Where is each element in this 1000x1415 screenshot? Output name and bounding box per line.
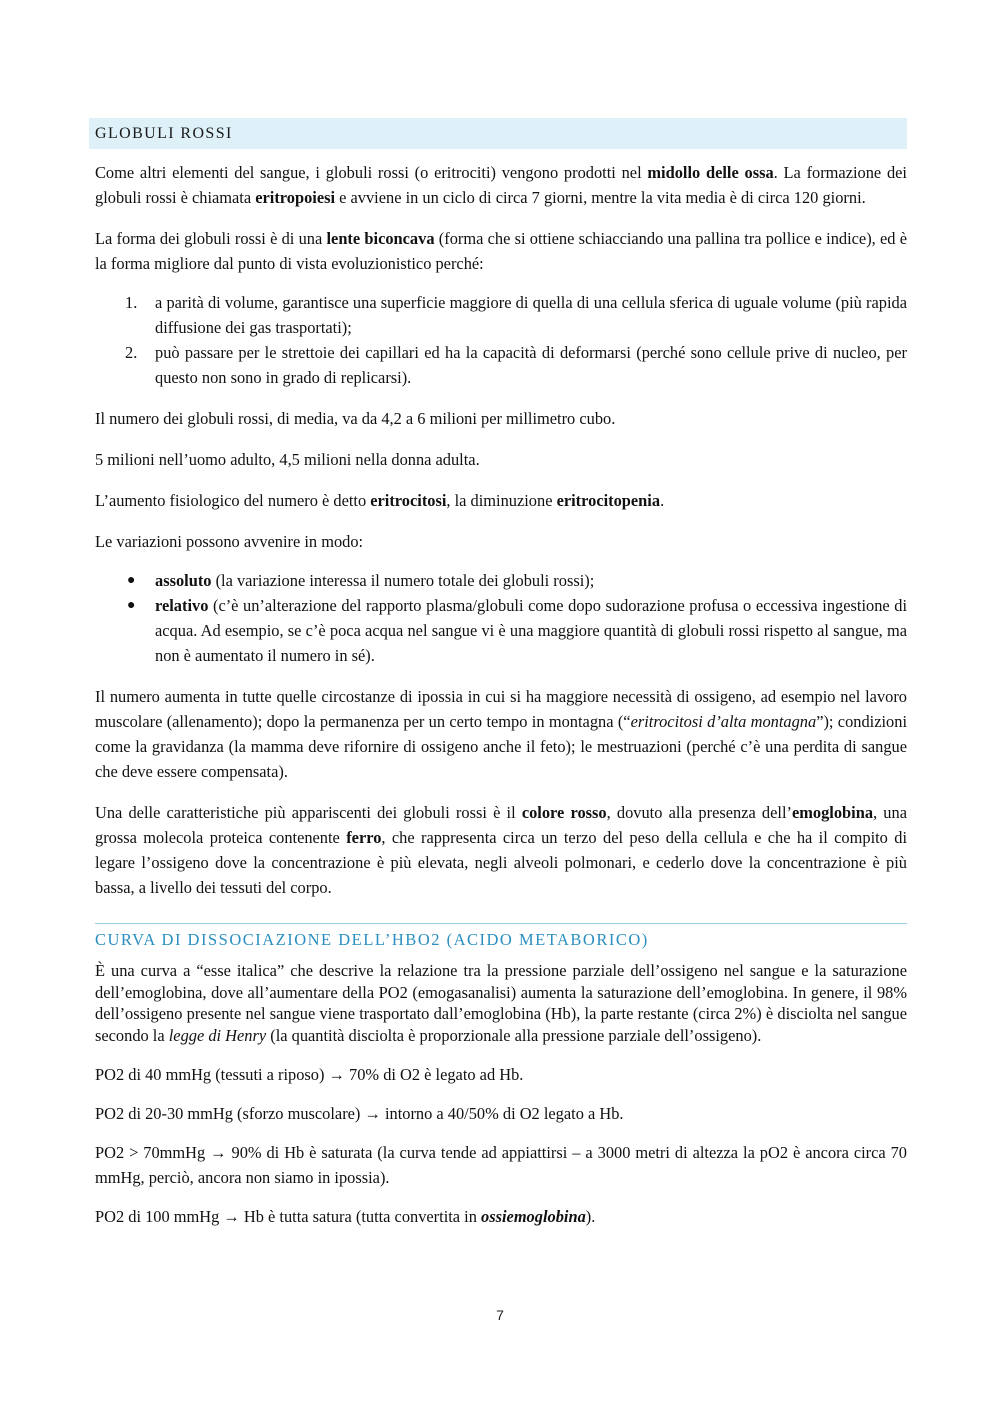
bold-term: midollo delle ossa (647, 163, 774, 182)
paragraph-curva: È una curva a “esse italica” che descrive la relazione tra la pressione parziale dell’ossigeno nel sangue e la saturazione dell’emoglobina, dove all’aumentare della PO2 (emogasanalisi) aumenta la saturazione dell’emoglobina. In genere, il 98% dell’ossigeno presente nel sangue viene trasportato dall’emoglobina (Hb), la parte restante (circa 2%) è disciolta nel sangue secondo la legge di Henry (la quantità disciolta è proporzionale alla pressione parziale dell’ossigeno). (95, 961, 907, 1045)
paragraph-emoglobina: Una delle caratteristiche più appariscenti dei globuli rossi è il colore rosso, dovuto alla presenza dell’emoglobina, una grossa molecola proteica contenente ferro, che rappresenta circa un terzo del peso della cellula e che ha il compito di legare l’ossigeno dove la concentrazione è più elevata, negli alveoli polmonari, e cederlo dove la concentrazione è più bassa, a livello dei tessuti del corpo. (95, 803, 907, 897)
bold-term: lente biconcava (326, 229, 435, 248)
numbered-list (95, 290, 907, 390)
list-number: 2. (125, 343, 138, 362)
section-heading-globuli-rossi: GLOBULI ROSSI (89, 118, 907, 149)
list-number: 1. (125, 293, 138, 312)
bullet-list (95, 568, 907, 668)
section-heading-curva: CURVA DI DISSOCIAZIONE DELL’HBO2 (ACIDO METABORICO) (95, 930, 649, 949)
bold-term: ferro (346, 828, 382, 847)
paragraph-eritrocitosi: L’aumento fisiologico del numero è detto eritrocitosi, la diminuzione eritrocitopenia. (95, 491, 665, 510)
page-number: 7 (496, 1307, 504, 1323)
bullet-icon: ● (127, 598, 136, 613)
bold-italic-term: ossiemoglobina (481, 1207, 586, 1226)
bullet-icon: ● (127, 573, 136, 588)
italic-term: legge di Henry (168, 1025, 267, 1045)
paragraph-eritropoiesi: Come altri elementi del sangue, i globuli rossi (o eritrociti) vengono prodotti nel midollo delle ossa. La formazione dei globuli rossi è chiamata eritropoiesi e avviene in un ciclo di circa 7 giorni, mentre la vita media è di circa 120 giorni. (95, 163, 907, 207)
bold-term: colore rosso (521, 803, 607, 822)
bold-term: eritrocitosi (370, 491, 447, 510)
paragraph-po2-100: PO2 di 100 mmHg → Hb è tutta satura (tutta convertita in ossiemoglobina). (95, 1207, 596, 1226)
italic-term: eritrocitosi d’alta montagna (630, 712, 817, 731)
bold-term: emoglobina (791, 803, 874, 822)
bold-term: eritrocitopenia (556, 491, 661, 510)
paragraph-po2-70: PO2 > 70mmHg → 90% di Hb è saturata (la curva tende ad appiattirsi – a 3000 metri di altezza la pO2 è ancora circa 70 mmHg, perciò, ancora non siamo in ipossia). (95, 1143, 907, 1187)
list-item: 2. può passare per le strettoie dei capillari ed ha la capacità di deformarsi (perché sono cellule prive di nucleo, per questo non sono in grado di replicarsi). (95, 340, 907, 390)
list-item: ● relativo (c’è un’alterazione del rapporto plasma/globuli come dopo sudorazione profusa o eccessiva ingestione di acqua. Ad esempio, se c’è poca acqua nel sangue vi è una maggiore quantità di globuli rossi rispetto al sangue, ma non è aumentato il numero in sé). (95, 593, 907, 668)
section-curva-body (95, 960, 907, 1229)
paragraph-ipossia: Il numero aumenta in tutte quelle circostanze di ipossia in cui si ha maggiore necessità di ossigeno, ad esempio nel lavoro muscolare (allenamento); dopo la permanenza per un certo tempo in montagna (“eritrocitosi d’alta montagna”); condizioni come la gravidanza (la mamma deve rifornire di ossigeno anche il feto); le mestruazioni (perché c’è una perdita di sangue che deve essere compensata). (95, 687, 907, 781)
paragraph-variazioni: Le variazioni possono avvenire in modo: (95, 532, 364, 551)
bold-term: eritropoiesi (255, 188, 336, 207)
paragraph-po2-40: PO2 di 40 mmHg (tessuti a riposo) → 70% di O2 è legato ad Hb. (95, 1065, 524, 1084)
section-divider (95, 923, 907, 951)
paragraph-forma: La forma dei globuli rossi è di una lente biconcava (forma che si ottiene schiacciando una pallina tra pollice e indice), ed è la forma migliore dal punto di vista evoluzionistico perché: (95, 229, 907, 273)
paragraph-po2-20-30: PO2 di 20-30 mmHg (sforzo muscolare) → intorno a 40/50% di O2 legato a Hb. (95, 1104, 624, 1123)
list-item: ● assoluto (la variazione interessa il numero totale dei globuli rossi); (95, 568, 907, 593)
document-page (95, 118, 907, 1229)
paragraph-numero: Il numero dei globuli rossi, di media, va da 4,2 a 6 milioni per millimetro cubo. (95, 409, 616, 428)
list-item: 1. a parità di volume, garantisce una superficie maggiore di quella di una cellula sferica di uguale volume (più rapida diffusione dei gas trasportati); (95, 290, 907, 340)
paragraph-milioni: 5 milioni nell’uomo adulto, 4,5 milioni nella donna adulta. (95, 450, 480, 469)
